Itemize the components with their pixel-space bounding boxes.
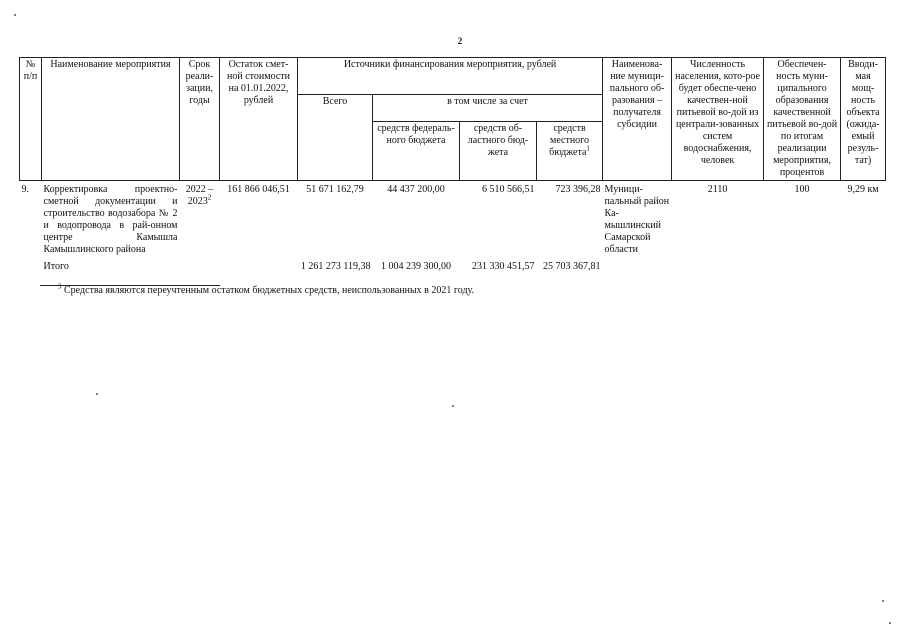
header-federal: средств федераль-ного бюджета xyxy=(373,122,460,181)
total-local: 25 703 367,81 xyxy=(543,261,601,272)
page-number: 2 xyxy=(457,36,463,46)
header-balance: Остаток смет-ной стоимости на 01.01.2022, рублей xyxy=(220,58,298,181)
total-all: 1 261 273 119,38 xyxy=(300,261,371,272)
header-name: Наименование мероприятия xyxy=(42,58,180,181)
scan-speck xyxy=(889,622,891,624)
header-local xyxy=(537,122,603,181)
row-regional: 6 510 566,51 xyxy=(482,184,535,195)
total-regional: 231 330 451,57 xyxy=(472,261,535,272)
row-total: 51 671 162,79 xyxy=(306,184,364,195)
header-regional: средств об-ластного бюд-жета xyxy=(460,122,537,181)
header-capacity: Вводи-мая мощ-ность объекта (ожида-емый резуль-тат) xyxy=(841,58,886,181)
header-total: Всего xyxy=(298,95,373,181)
row-name: Корректировка проектно-сметной документации и строительство водозабора № 2 и водопровода в рай-онном центре Камышла Камышлинского района xyxy=(43,184,178,255)
scan-speck xyxy=(96,393,98,395)
header-term: Срок реали-зации, годы xyxy=(180,58,220,181)
table-row xyxy=(20,181,886,258)
total-label: Итого xyxy=(43,261,69,272)
row-balance: 161 866 046,51 xyxy=(227,184,290,195)
row-local: 723 396,28 xyxy=(555,184,601,195)
header-sources: Источники финансирования мероприятия, рублей xyxy=(298,58,603,95)
footnote-mark-3: 3 xyxy=(58,282,62,291)
row-capacity: 9,29 км xyxy=(847,184,879,195)
footnote xyxy=(58,282,475,296)
row-term xyxy=(180,181,220,258)
scan-speck xyxy=(452,405,454,407)
header-local-label: средств местного бюджета xyxy=(549,123,590,158)
row-population: 2110 xyxy=(707,184,728,195)
header-incl: в том числе за счет xyxy=(373,95,603,122)
header-population: Численность населения, кото-рое будет обеспе-чено качествен-ной питьевой во-дой из централи-зованных систем водоснабжения, человек xyxy=(672,58,764,181)
funding-table xyxy=(19,57,886,274)
scan-speck xyxy=(14,14,16,16)
row-provision: 100 xyxy=(794,184,810,195)
total-federal: 1 004 239 300,00 xyxy=(381,261,451,272)
row-municipality: Муници-пальный район Ка-мышлинский Самарской области xyxy=(604,184,670,255)
header-provision: Обеспечен-ность муни-ципального образования качественной питьевой во-дой по итогам реализации мероприятия, процентов xyxy=(764,58,841,181)
row-num: 9. xyxy=(21,184,29,195)
footnote-mark-2: 2 xyxy=(207,193,212,202)
header-municipality: Наименова-ние муници-пального об-разования – получателя субсидии xyxy=(603,58,672,181)
footnote-text: Средства являются переучтенным остатком бюджетных средств, неиспользованных в 2021 году. xyxy=(64,285,475,296)
row-federal: 44 437 200,00 xyxy=(387,184,445,195)
scan-speck xyxy=(882,600,884,602)
total-row xyxy=(20,257,886,274)
row-term-label: 2022 – 2023 xyxy=(185,184,214,207)
header-num: № п/п xyxy=(20,58,42,181)
footnote-mark-1: 1 xyxy=(586,144,590,153)
